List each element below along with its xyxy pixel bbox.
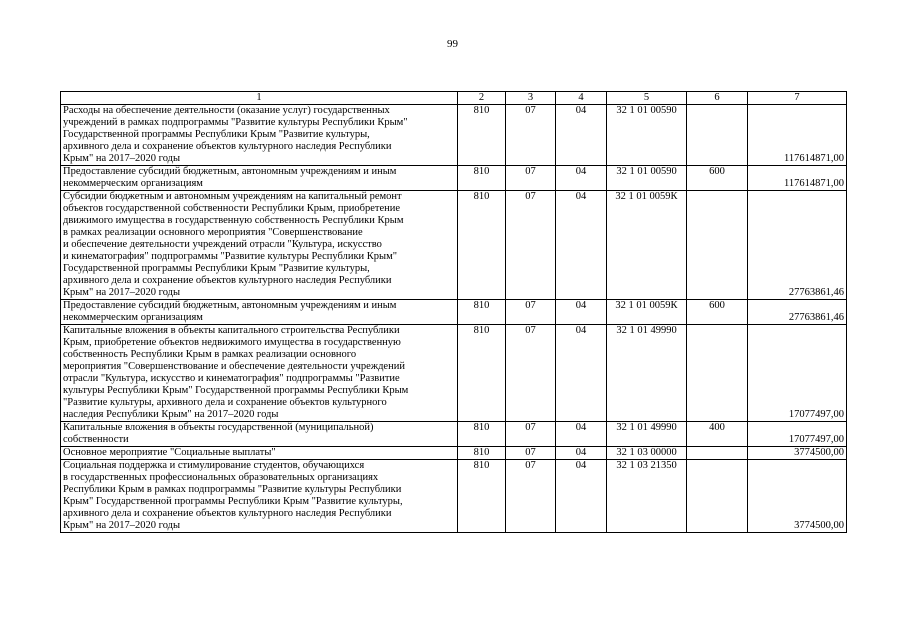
column-number: 2	[458, 92, 506, 105]
row-description: Субсидии бюджетным и автономным учреждениям на капитальный ремонт объектов государственной собственности Республики Крым, приобретение движимого имущества в государственную собственность Республики Крым в рамках реализации основного мероприятия "Совершенствование и обеспечение деятельности учреждений отрасли "Культура, искусство и кинематография" подпрограммы "Развитие культуры Республики Крым" Государственной программы Республики Крым "Развитие культуры, архивного дела и сохранение объектов культурного наследия Республики Крым" на 2017–2020 годы	[61, 191, 458, 300]
expense-type-code	[687, 105, 748, 166]
section-code: 07	[506, 447, 556, 460]
subsection-code: 04	[556, 447, 607, 460]
table-row	[61, 447, 847, 460]
amount-value: 17077497,00	[748, 422, 847, 447]
expense-type-code	[687, 191, 748, 300]
target-article-code: 32 1 03 21350	[607, 460, 687, 533]
column-number: 4	[556, 92, 607, 105]
table-row	[61, 105, 847, 166]
ministry-code: 810	[458, 191, 506, 300]
section-code: 07	[506, 166, 556, 191]
column-number: 3	[506, 92, 556, 105]
row-description: Капитальные вложения в объекты капитального строительства Республики Крым, приобретение объектов недвижимого имущества в государственную собственность Республики Крым в рамках реализации основного мероприятия "Совершенствование и обеспечение деятельности учреждений отрасли "Культура, искусство и кинематография" подпрограммы "Развитие культуры Республики Крым" Государственной программы Республики Крым "Развитие культуры, архивного дела и сохранение объектов культурного наследия Республики Крым" на 2017–2020 годы	[61, 325, 458, 422]
column-number: 7	[748, 92, 847, 105]
section-code: 07	[506, 325, 556, 422]
ministry-code: 810	[458, 422, 506, 447]
budget-table	[60, 91, 847, 533]
row-description: Капитальные вложения в объекты государственной (муниципальной) собственности	[61, 422, 458, 447]
section-code: 07	[506, 300, 556, 325]
table-row	[61, 460, 847, 533]
ministry-code: 810	[458, 325, 506, 422]
target-article-code: 32 1 01 49990	[607, 325, 687, 422]
column-number-row	[61, 92, 847, 105]
column-number: 6	[687, 92, 748, 105]
expense-type-code	[687, 325, 748, 422]
row-description: Предоставление субсидий бюджетным, автономным учреждениям и иным некоммерческим организациям	[61, 166, 458, 191]
subsection-code: 04	[556, 422, 607, 447]
target-article-code: 32 1 03 00000	[607, 447, 687, 460]
subsection-code: 04	[556, 191, 607, 300]
target-article-code: 32 1 01 00590	[607, 166, 687, 191]
row-description: Расходы на обеспечение деятельности (оказание услуг) государственных учреждений в рамках подпрограммы "Развитие культуры Республики Крым" Государственной программы Республики Крым "Развитие культуры, архивного дела и сохранение объектов культурного наследия Республики Крым" на 2017–2020 годы	[61, 105, 458, 166]
ministry-code: 810	[458, 105, 506, 166]
row-description: Предоставление субсидий бюджетным, автономным учреждениям и иным некоммерческим организациям	[61, 300, 458, 325]
section-code: 07	[506, 191, 556, 300]
column-number: 5	[607, 92, 687, 105]
amount-value: 3774500,00	[748, 447, 847, 460]
ministry-code: 810	[458, 447, 506, 460]
expense-type-code: 600	[687, 166, 748, 191]
amount-value: 27763861,46	[748, 191, 847, 300]
expense-type-code: 400	[687, 422, 748, 447]
page-number: 99	[447, 38, 458, 50]
subsection-code: 04	[556, 460, 607, 533]
target-article-code: 32 1 01 49990	[607, 422, 687, 447]
expense-type-code	[687, 460, 748, 533]
amount-value: 3774500,00	[748, 460, 847, 533]
ministry-code: 810	[458, 166, 506, 191]
subsection-code: 04	[556, 300, 607, 325]
target-article-code: 32 1 01 0059К	[607, 300, 687, 325]
target-article-code: 32 1 01 00590	[607, 105, 687, 166]
table-row	[61, 166, 847, 191]
amount-value: 117614871,00	[748, 105, 847, 166]
row-description: Основное мероприятие "Социальные выплаты"	[61, 447, 458, 460]
amount-value: 117614871,00	[748, 166, 847, 191]
subsection-code: 04	[556, 105, 607, 166]
table-row	[61, 325, 847, 422]
ministry-code: 810	[458, 460, 506, 533]
target-article-code: 32 1 01 0059К	[607, 191, 687, 300]
section-code: 07	[506, 105, 556, 166]
expense-type-code	[687, 447, 748, 460]
table-row	[61, 422, 847, 447]
table-row	[61, 191, 847, 300]
amount-value: 27763861,46	[748, 300, 847, 325]
section-code: 07	[506, 460, 556, 533]
section-code: 07	[506, 422, 556, 447]
amount-value: 17077497,00	[748, 325, 847, 422]
table-row	[61, 300, 847, 325]
subsection-code: 04	[556, 166, 607, 191]
column-number: 1	[61, 92, 458, 105]
ministry-code: 810	[458, 300, 506, 325]
subsection-code: 04	[556, 325, 607, 422]
row-description: Социальная поддержка и стимулирование студентов, обучающихся в государственных профессиональных образовательных организациях Республики Крым в рамках подпрограммы "Развитие культуры Республики Крым" Государственной программы Республики Крым "Развитие культуры, архивного дела и сохранение объектов культурного наследия Республики Крым" на 2017–2020 годы	[61, 460, 458, 533]
expense-type-code: 600	[687, 300, 748, 325]
